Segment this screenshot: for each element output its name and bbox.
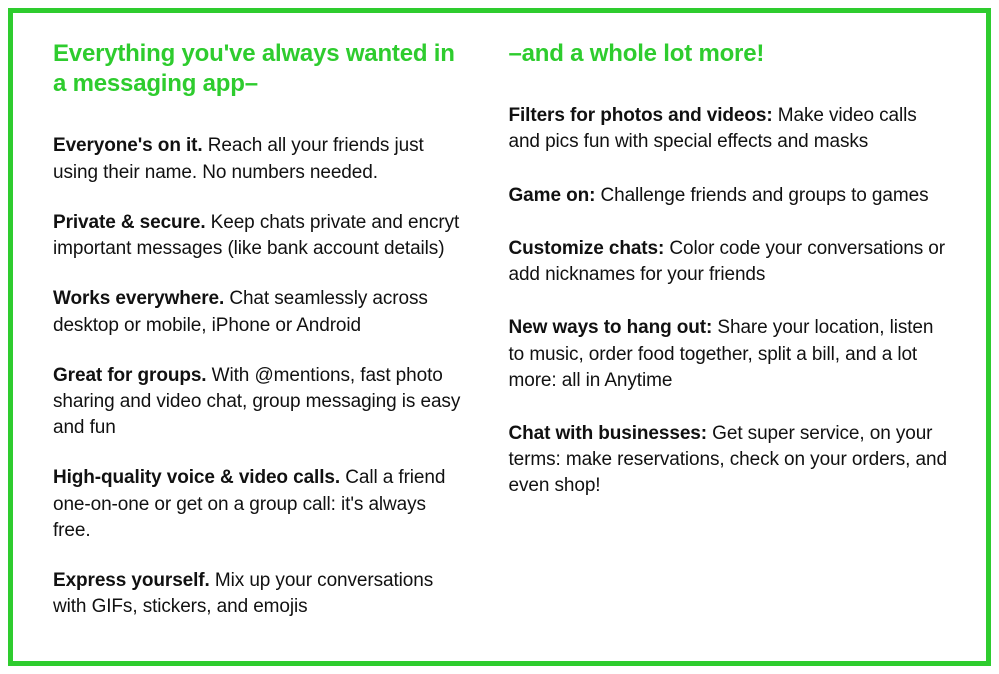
- feature-item: [53, 465, 469, 544]
- feature-lead: New ways to hang out:: [508, 317, 713, 339]
- feature-description: With @mentions, fast photo sharing and video chat, group messaging is easy and fun: [53, 364, 461, 439]
- feature-item: [53, 133, 469, 185]
- feature-description: Mix up your conversations with GIFs, stickers, and emojis: [53, 570, 434, 618]
- feature-item: [509, 183, 953, 209]
- feature-lead: Chat with businesses:: [508, 422, 707, 444]
- feature-item: [509, 103, 953, 155]
- feature-lead: Works everywhere.: [53, 288, 225, 310]
- feature-item: [53, 286, 469, 338]
- feature-description: Reach all your friends just using their name. No numbers needed.: [53, 135, 424, 183]
- feature-description: Call a friend one-on-one or get on a group call: it's always free.: [53, 467, 446, 541]
- feature-lead: Express yourself.: [53, 570, 210, 592]
- bordered-content-frame: [8, 8, 991, 666]
- left-feature-column: [53, 39, 503, 645]
- feature-item: [509, 236, 953, 288]
- feature-description: Make video calls and pics fun with special effects and masks: [508, 105, 917, 153]
- feature-description: Get super service, on your terms: make reservations, check on your orders, and even shop!: [508, 422, 947, 497]
- feature-description: Keep chats private and encryt important messages (like bank account details): [53, 211, 460, 260]
- feature-description: Color code your conversations or add nicknames for your friends: [508, 237, 946, 286]
- right-column-heading: –and a whole lot more!: [508, 40, 765, 67]
- feature-lead: Private & secure.: [53, 211, 206, 233]
- feature-description: Chat seamlessly across desktop or mobile, iPhone or Android: [53, 288, 428, 336]
- feature-lead: Everyone's on it.: [53, 135, 203, 157]
- feature-lead: Customize chats:: [508, 237, 665, 259]
- feature-item: [53, 363, 469, 442]
- feature-item: [53, 568, 469, 620]
- feature-item: [509, 421, 953, 500]
- right-feature-column: [503, 39, 953, 527]
- feature-description: Share your location, listen to music, order food together, split a bill, and a lot more: all in Anytime: [508, 317, 934, 391]
- feature-item: [53, 210, 469, 262]
- feature-lead: Filters for photos and videos:: [508, 105, 773, 127]
- feature-lead: Great for groups.: [53, 364, 207, 386]
- feature-lead: High-quality voice & video calls.: [53, 467, 341, 489]
- feature-item: [509, 315, 953, 394]
- left-column-heading: Everything you've always wanted in a messaging app–: [53, 40, 455, 98]
- feature-description: Challenge friends and groups to games: [595, 184, 929, 206]
- feature-lead: Game on:: [508, 184, 596, 206]
